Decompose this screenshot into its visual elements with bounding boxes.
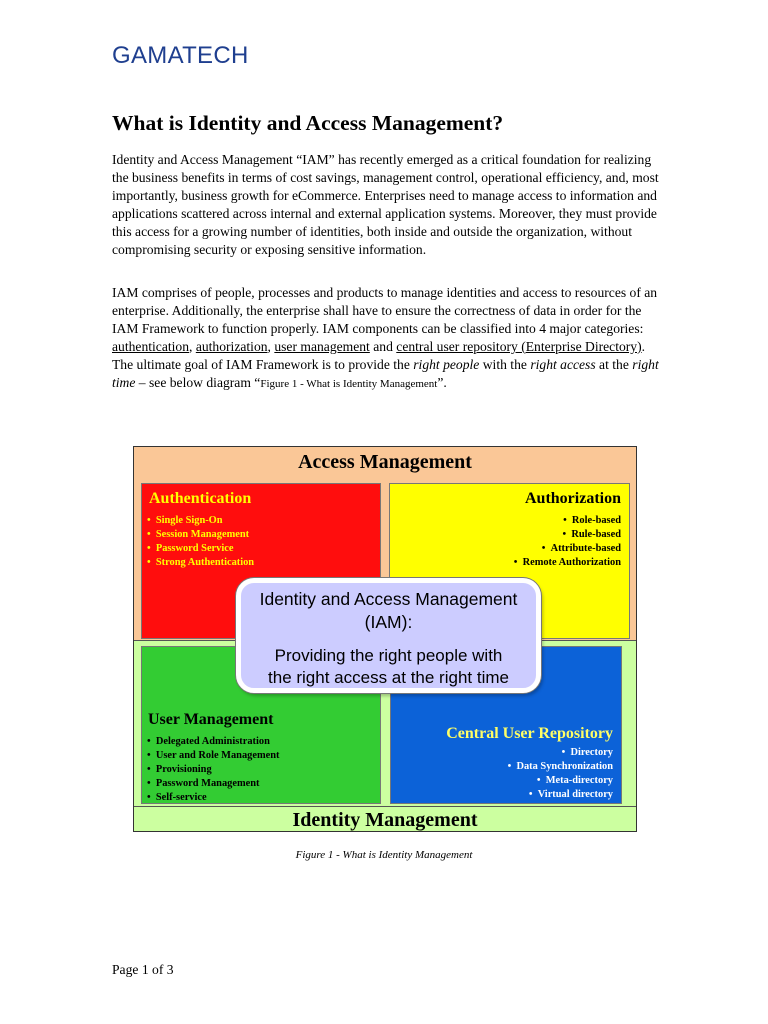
list-item: • Directory: [508, 746, 613, 760]
access-management-title: Access Management: [298, 451, 472, 473]
p2-text-6: ”.: [437, 374, 447, 390]
central-repository-term: central user repository (Enterprise Directory): [396, 338, 642, 354]
iam-center-callout: [236, 578, 541, 693]
list-item: • Provisioning: [147, 763, 279, 777]
user-management-list: [147, 735, 279, 805]
user-management-heading: User Management: [148, 711, 274, 728]
page-title: What is Identity and Access Management?: [112, 111, 504, 135]
right-access-emphasis: right access: [530, 356, 596, 372]
figure-reference: Figure 1 - What is Identity Management: [260, 377, 438, 390]
authentication-heading: Authentication: [149, 490, 252, 507]
identity-title-divider: [134, 806, 636, 807]
list-item: • Delegated Administration: [147, 735, 279, 749]
p2-sep-2: ,: [267, 338, 275, 354]
right-time-emphasis: right time: [112, 356, 659, 390]
p2-text-5: – see below diagram “: [135, 374, 261, 390]
list-item: • Password Management: [147, 777, 279, 791]
list-item: • Remote Authorization: [514, 556, 621, 570]
iam-callout-title: Identity and Access Management (IAM):: [259, 589, 518, 632]
list-item: • Strong Authentication: [147, 556, 254, 570]
list-item: • Attribute-based: [514, 542, 621, 556]
list-item: • Self-service: [147, 791, 279, 805]
iam-callout-line-1: Providing the right people with: [274, 646, 503, 665]
central-repository-list: [508, 746, 613, 802]
intro-paragraph: Identity and Access Management “IAM” has recently emerged as a critical foundation for realizing the business benefits in terms of cost savings, management control, operational efficiency, and, most importantly, business growth for eCommerce. Enterprises need to manage access to information and applications scattered across internal and external application systems. Moreover, they must provide this access for a growing number of identities, both inside and outside the organization, without compromising security or exposing sensitive information.: [112, 152, 659, 257]
iam-diagram: [133, 446, 637, 832]
list-item: • Password Service: [147, 542, 254, 556]
p2-text-4: at the: [595, 356, 633, 372]
list-item: • Session Management: [147, 528, 254, 542]
components-paragraph: [112, 284, 660, 393]
p2-sep-1: ,: [189, 338, 196, 354]
identity-management-title: Identity Management: [292, 809, 478, 831]
iam-callout-line-2: the right access at the right time: [268, 668, 509, 687]
authorization-heading: Authorization: [525, 490, 621, 507]
p2-text-2: . The ultimate goal of IAM Framework is to provide the: [112, 338, 646, 372]
central-repository-heading: Central User Repository: [446, 725, 613, 742]
p2-text-1: IAM comprises of people, processes and products to manage identities and access to resources of an enterprise. Additionally, the enterprise shall have to ensure the correctness of data in order for the IAM Framework to function properly. IAM components can be classified into 4 major categories:: [112, 285, 658, 336]
right-people-emphasis: right people: [413, 356, 480, 372]
list-item: • User and Role Management: [147, 749, 279, 763]
list-item: • Data Synchronization: [508, 760, 613, 774]
authentication-term: authentication: [112, 338, 190, 354]
authorization-term: authorization: [195, 338, 268, 354]
list-item: • Role-based: [514, 514, 621, 528]
authorization-list: [514, 514, 621, 570]
p2-sep-3: and: [369, 338, 397, 354]
authentication-list: [147, 514, 254, 570]
user-management-term: user management: [274, 338, 370, 354]
company-logo: GAMATECH: [112, 42, 249, 69]
p2-text-3: with the: [479, 356, 531, 372]
list-item: • Rule-based: [514, 528, 621, 542]
list-item: • Meta-directory: [508, 774, 613, 788]
figure-caption: Figure 1 - What is Identity Management: [295, 849, 473, 861]
list-item: • Virtual directory: [508, 788, 613, 802]
page-number: Page 1 of 3: [112, 962, 174, 977]
list-item: • Single Sign-On: [147, 514, 254, 528]
